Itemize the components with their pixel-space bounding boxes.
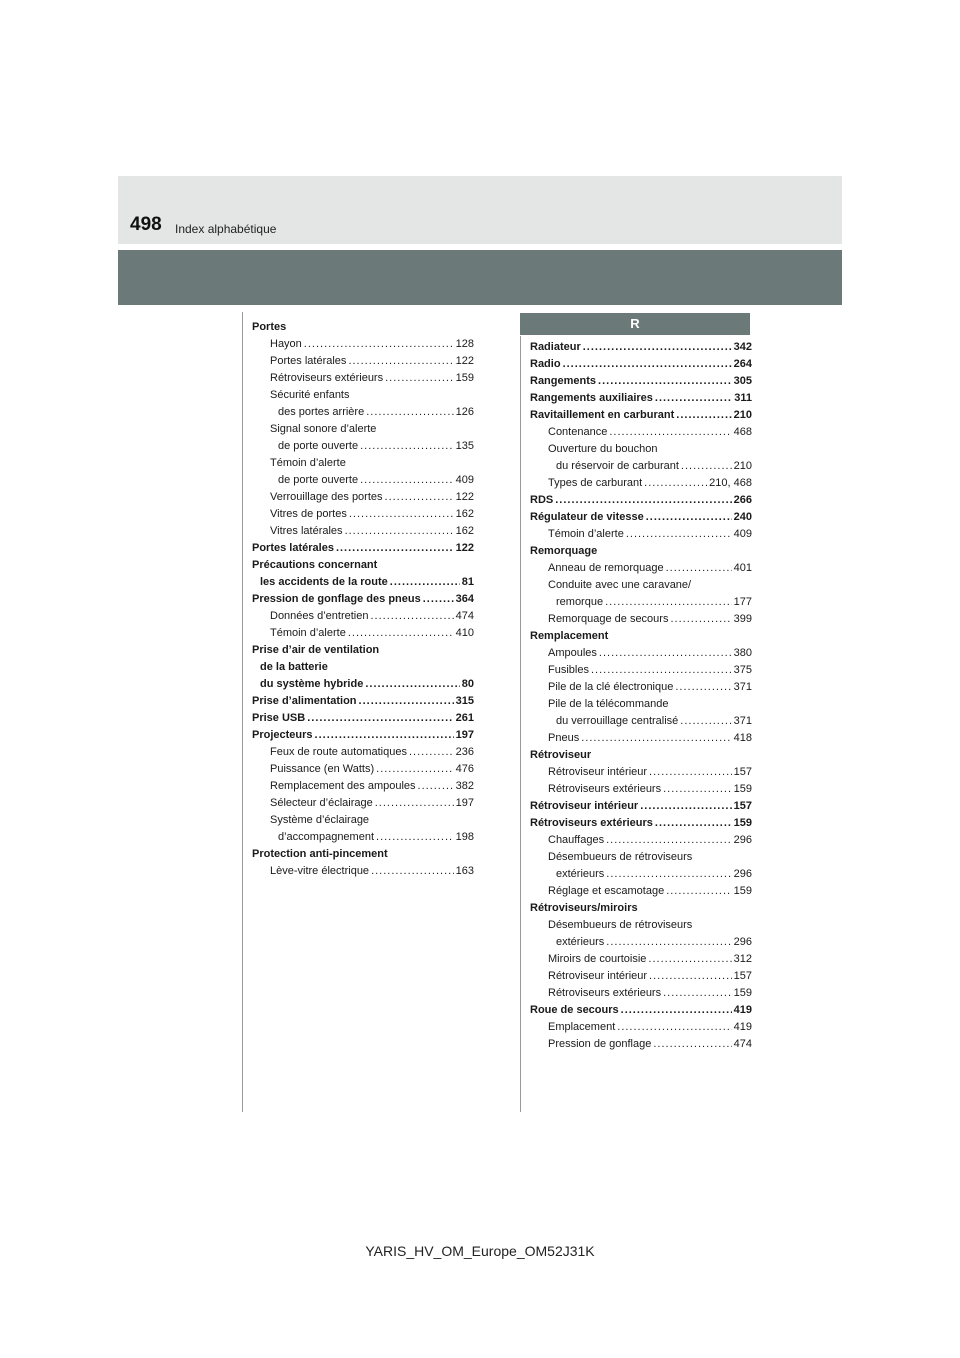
index-entry [530, 628, 752, 645]
index-entry [252, 812, 474, 829]
dot-leader [606, 832, 732, 849]
dot-leader [617, 1019, 731, 1036]
index-entry-page: 409 [733, 528, 752, 540]
index-entry [530, 458, 752, 475]
index-entry-page: 126 [455, 406, 474, 418]
index-entry-page: 157 [733, 766, 752, 778]
index-entry-label: Anneau de remorquage [548, 562, 664, 574]
dot-leader [418, 778, 454, 795]
dot-leader [644, 475, 707, 492]
index-entry-label: Rétroviseurs extérieurs [270, 372, 384, 384]
index-entry-page: 468 [733, 426, 752, 438]
dot-leader [370, 608, 453, 625]
index-entry-label: Vitres latérales [270, 525, 343, 537]
index-entry [530, 577, 752, 594]
index-entry-label: Ouverture du bouchon [548, 443, 658, 455]
index-entry [252, 846, 474, 863]
index-entry-page: 399 [733, 613, 752, 625]
index-entry-label: Remplacement [530, 630, 609, 642]
index-entry-page: 210 [733, 460, 752, 472]
index-entry [252, 370, 474, 387]
index-entry-page: 163 [455, 865, 474, 877]
dot-leader [348, 353, 453, 370]
index-entry [252, 506, 474, 523]
dot-leader [666, 560, 732, 577]
index-entry [530, 968, 752, 985]
index-entry-label: Réglage et escamotage [548, 885, 665, 897]
index-entry [252, 557, 474, 574]
right-index-column [530, 339, 752, 1053]
index-entry [530, 917, 752, 934]
dot-leader [646, 509, 732, 526]
index-entry-label: Puissance (en Watts) [270, 763, 375, 775]
index-entry-label: Données d’entretien [270, 610, 369, 622]
index-entry [530, 747, 752, 764]
index-entry-label: Témoin d’alerte [270, 627, 346, 639]
dot-leader [390, 574, 460, 591]
index-entry [530, 866, 752, 883]
dot-leader [676, 407, 731, 424]
index-entry-label: Portes latérales [270, 355, 347, 367]
index-entry-label: Radio [530, 358, 561, 370]
index-entry [252, 489, 474, 506]
index-entry-page: 474 [455, 610, 474, 622]
index-entry [530, 526, 752, 543]
index-entry-label: Fusibles [548, 664, 589, 676]
index-entry-page: 177 [733, 596, 752, 608]
index-entry-label: Types de carburant [548, 477, 643, 489]
index-entry [252, 829, 474, 846]
index-entry [252, 455, 474, 472]
index-entry-page: 342 [733, 341, 752, 353]
index-entry-page: 315 [455, 695, 474, 707]
left-index-column [252, 319, 474, 880]
dot-leader [605, 594, 732, 611]
index-entry-label: Pile de la télécommande [548, 698, 669, 710]
index-entry [530, 883, 752, 900]
index-entry-page: 210, 468 [709, 477, 752, 489]
index-entry-page: 80 [461, 678, 474, 690]
index-entry-label: Prise d’alimentation [252, 695, 357, 707]
index-entry-page: 476 [455, 763, 474, 775]
index-entry [252, 863, 474, 880]
index-entry-label: Vitres de portes [270, 508, 347, 520]
index-entry-page: 159 [733, 987, 752, 999]
index-entry-label: Système d’éclairage [270, 814, 370, 826]
index-entry-page: 410 [455, 627, 474, 639]
page-number: 498 [130, 214, 162, 235]
index-entry [252, 591, 474, 608]
index-entry [252, 404, 474, 421]
index-entry-page: 122 [455, 542, 474, 554]
index-entry [530, 764, 752, 781]
index-entry-label: extérieurs [556, 868, 605, 880]
index-entry [530, 934, 752, 951]
index-entry [252, 421, 474, 438]
index-entry [530, 611, 752, 628]
index-entry-page: 371 [733, 715, 752, 727]
index-entry-label: les accidents de la route [260, 576, 388, 588]
index-entry-label: du système hybride [260, 678, 364, 690]
index-entry [530, 441, 752, 458]
index-entry [252, 659, 474, 676]
index-entry [252, 778, 474, 795]
index-entry-page: 157 [733, 800, 752, 812]
dot-leader [591, 662, 732, 679]
index-entry [252, 642, 474, 659]
dot-leader [609, 424, 731, 441]
index-entry-page: 159 [733, 885, 752, 897]
index-entry-page: 312 [733, 953, 752, 965]
index-entry [252, 472, 474, 489]
index-entry-label: de la batterie [260, 661, 328, 673]
index-entry-page: 135 [455, 440, 474, 452]
index-entry-label: Ravitaillement en carburant [530, 409, 675, 421]
index-entry-label: de porte ouverte [278, 440, 359, 452]
index-entry [530, 645, 752, 662]
dot-leader [376, 761, 454, 778]
dot-leader [581, 730, 731, 747]
index-entry [530, 985, 752, 1002]
index-entry-label: Précautions concernant [252, 559, 378, 571]
index-entry-page: 418 [733, 732, 752, 744]
index-entry-page: 197 [455, 797, 474, 809]
dot-leader [663, 781, 732, 798]
index-entry-page: 305 [733, 375, 752, 387]
index-entry-label: Pneus [548, 732, 580, 744]
index-entry [530, 543, 752, 560]
index-entry-label: du réservoir de carburant [556, 460, 679, 472]
index-entry-page: 81 [461, 576, 474, 588]
index-entry [530, 475, 752, 492]
index-entry-label: Sélecteur d’éclairage [270, 797, 373, 809]
index-entry-label: Rétroviseurs extérieurs [548, 987, 662, 999]
dot-leader [409, 744, 454, 761]
index-entry-label: Remplacement des ampoules [270, 780, 416, 792]
index-entry-page: 375 [733, 664, 752, 676]
index-entry-page: 419 [733, 1021, 752, 1033]
index-entry-page: 261 [455, 712, 474, 724]
index-entry [252, 336, 474, 353]
index-entry [530, 492, 752, 509]
dot-leader [336, 540, 454, 557]
dot-leader [385, 370, 454, 387]
index-entry-label: Protection anti-pincement [252, 848, 388, 860]
index-entry-label: Désembueurs de rétroviseurs [548, 919, 693, 931]
index-entry-label: Régulateur de vitesse [530, 511, 644, 523]
index-entry [252, 319, 474, 336]
dot-leader [423, 591, 454, 608]
index-entry-page: 382 [455, 780, 474, 792]
index-entry [530, 424, 752, 441]
index-entry-page: 157 [733, 970, 752, 982]
index-entry-page: 296 [733, 834, 752, 846]
index-entry-label: Portes latérales [252, 542, 334, 554]
dot-leader [348, 625, 454, 642]
index-entry-page: 266 [733, 494, 752, 506]
index-entry [530, 509, 752, 526]
index-entry [530, 356, 752, 373]
index-entry [252, 523, 474, 540]
index-entry-page: 364 [455, 593, 474, 605]
index-entry-label: Prise d’air de ventilation [252, 644, 380, 656]
index-entry-page: 380 [733, 647, 752, 659]
dot-leader [345, 523, 454, 540]
index-entry-label: Conduite avec une caravane/ [548, 579, 692, 591]
section-title: Index alphabétique [175, 222, 277, 236]
index-entry-page: 197 [455, 729, 474, 741]
index-entry [252, 540, 474, 557]
index-entry-page: 371 [733, 681, 752, 693]
index-entry-page: 159 [455, 372, 474, 384]
index-entry-label: Feux de route automatiques [270, 746, 407, 758]
index-entry-label: Pression de gonflage [548, 1038, 652, 1050]
dot-leader [649, 968, 732, 985]
dot-leader [675, 679, 731, 696]
index-entry [530, 951, 752, 968]
index-entry [252, 438, 474, 455]
index-entry-page: 296 [733, 936, 752, 948]
dot-leader [375, 795, 454, 812]
right-column-rule [520, 336, 521, 1112]
index-entry [530, 849, 752, 866]
dot-leader [666, 883, 731, 900]
index-entry-page: 162 [455, 508, 474, 520]
index-entry-page: 210 [733, 409, 752, 421]
index-entry-page: 474 [733, 1038, 752, 1050]
index-entry-label: de porte ouverte [278, 474, 359, 486]
dot-leader [583, 339, 732, 356]
index-entry-label: Radiateur [530, 341, 581, 353]
index-entry-label: extérieurs [556, 936, 605, 948]
index-entry-label: Signal sonore d’alerte [270, 423, 377, 435]
index-entry-label: Emplacement [548, 1021, 616, 1033]
index-entry-page: 159 [733, 817, 752, 829]
index-entry-label: Rétroviseur [530, 749, 592, 761]
left-column-rule [242, 312, 243, 1112]
dot-leader [366, 404, 453, 421]
index-entry-page: 198 [455, 831, 474, 843]
index-entry-label: du verrouillage centralisé [556, 715, 679, 727]
index-entry-label: Miroirs de courtoisie [548, 953, 647, 965]
index-entry [252, 387, 474, 404]
index-entry [252, 353, 474, 370]
index-entry-label: Rétroviseurs extérieurs [530, 817, 653, 829]
document-footer: YARIS_HV_OM_Europe_OM52J31K [365, 1243, 595, 1259]
dot-leader [648, 951, 731, 968]
dot-leader [385, 489, 454, 506]
index-entry-label: Chauffages [548, 834, 605, 846]
index-entry [530, 594, 752, 611]
dot-leader [360, 472, 454, 489]
dot-leader [621, 1002, 732, 1019]
dot-leader [555, 492, 731, 509]
dot-leader [670, 611, 731, 628]
index-entry-label: Roue de secours [530, 1004, 619, 1016]
index-entry [252, 574, 474, 591]
index-entry [252, 761, 474, 778]
index-entry [530, 696, 752, 713]
index-entry-label: Projecteurs [252, 729, 313, 741]
index-entry [530, 662, 752, 679]
dot-leader [649, 764, 732, 781]
index-entry-label: Pression de gonflage des pneus [252, 593, 421, 605]
dot-leader [655, 815, 732, 832]
index-entry [530, 407, 752, 424]
index-entry-label: Sécurité enfants [270, 389, 350, 401]
index-entry [530, 1002, 752, 1019]
index-entry [530, 798, 752, 815]
index-entry [530, 679, 752, 696]
index-entry [530, 713, 752, 730]
index-entry-label: Pile de la clé électronique [548, 681, 674, 693]
index-entry-page: 296 [733, 868, 752, 880]
index-entry-page: 240 [733, 511, 752, 523]
index-entry-label: d’accompagnement [278, 831, 375, 843]
dot-leader [606, 866, 731, 883]
dot-leader [365, 676, 459, 693]
dot-leader [655, 390, 732, 407]
index-entry-page: 162 [455, 525, 474, 537]
index-entry-label: Témoin d’alerte [270, 457, 346, 469]
dot-leader [680, 713, 731, 730]
dot-leader [681, 458, 732, 475]
dot-leader [307, 710, 453, 727]
index-entry [252, 608, 474, 625]
index-entry-label: Désembueurs de rétroviseurs [548, 851, 693, 863]
index-entry-label: remorque [556, 596, 604, 608]
index-entry-page: 122 [455, 491, 474, 503]
index-entry-label: Lève-vitre électrique [270, 865, 370, 877]
index-entry [252, 744, 474, 761]
letter-heading-r: R [520, 313, 750, 335]
index-entry-label: Contenance [548, 426, 608, 438]
index-entry [530, 339, 752, 356]
index-entry [530, 900, 752, 917]
index-entry [530, 781, 752, 798]
dot-leader [663, 985, 732, 1002]
index-entry [252, 676, 474, 693]
dot-leader [371, 863, 454, 880]
index-entry-page: 419 [733, 1004, 752, 1016]
index-entry [530, 390, 752, 407]
dot-leader [598, 373, 732, 390]
index-entry-label: Verrouillage des portes [270, 491, 383, 503]
index-entry-label: Témoin d’alerte [548, 528, 624, 540]
index-entry-label: Hayon [270, 338, 302, 350]
index-entry [530, 815, 752, 832]
index-entry-label: Rangements [530, 375, 597, 387]
index-entry-label: Remorquage [530, 545, 598, 557]
index-entry [530, 373, 752, 390]
dot-leader [359, 693, 454, 710]
index-entry-page: 401 [733, 562, 752, 574]
index-entry-label: des portes arrière [278, 406, 365, 418]
index-entry [252, 795, 474, 812]
index-entry-label: Rétroviseur intérieur [530, 800, 639, 812]
dot-leader [606, 934, 731, 951]
index-entry [530, 832, 752, 849]
index-entry-page: 122 [455, 355, 474, 367]
dot-leader [304, 336, 454, 353]
index-entry-label: RDS [530, 494, 554, 506]
index-entry [252, 710, 474, 727]
dot-leader [563, 356, 732, 373]
index-entry-label: Ampoules [548, 647, 597, 659]
index-entry-page: 264 [733, 358, 752, 370]
index-entry-page: 409 [455, 474, 474, 486]
dot-leader [376, 829, 454, 846]
index-entry-label: Prise USB [252, 712, 306, 724]
index-entry-page: 128 [455, 338, 474, 350]
header-bar [118, 250, 842, 305]
index-entry-label: Rétroviseur intérieur [548, 970, 648, 982]
index-entry [252, 693, 474, 710]
dot-leader [315, 727, 454, 744]
index-entry [530, 1036, 752, 1053]
dot-leader [626, 526, 732, 543]
index-entry [530, 730, 752, 747]
index-entry-label: Rétroviseurs/miroirs [530, 902, 638, 914]
index-entry [252, 625, 474, 642]
dot-leader [349, 506, 454, 523]
dot-leader [640, 798, 731, 815]
index-entry [252, 727, 474, 744]
index-entry-label: Portes [252, 321, 287, 333]
dot-leader [653, 1036, 731, 1053]
index-entry-label: Rétroviseur intérieur [548, 766, 648, 778]
index-entry-label: Rangements auxiliaires [530, 392, 653, 404]
dot-leader [360, 438, 454, 455]
index-entry-page: 159 [733, 783, 752, 795]
index-entry [530, 560, 752, 577]
index-entry-label: Rétroviseurs extérieurs [548, 783, 662, 795]
index-entry [530, 1019, 752, 1036]
index-entry-label: Remorquage de secours [548, 613, 669, 625]
index-entry-page: 311 [734, 392, 752, 404]
index-entry-page: 236 [455, 746, 474, 758]
dot-leader [599, 645, 732, 662]
